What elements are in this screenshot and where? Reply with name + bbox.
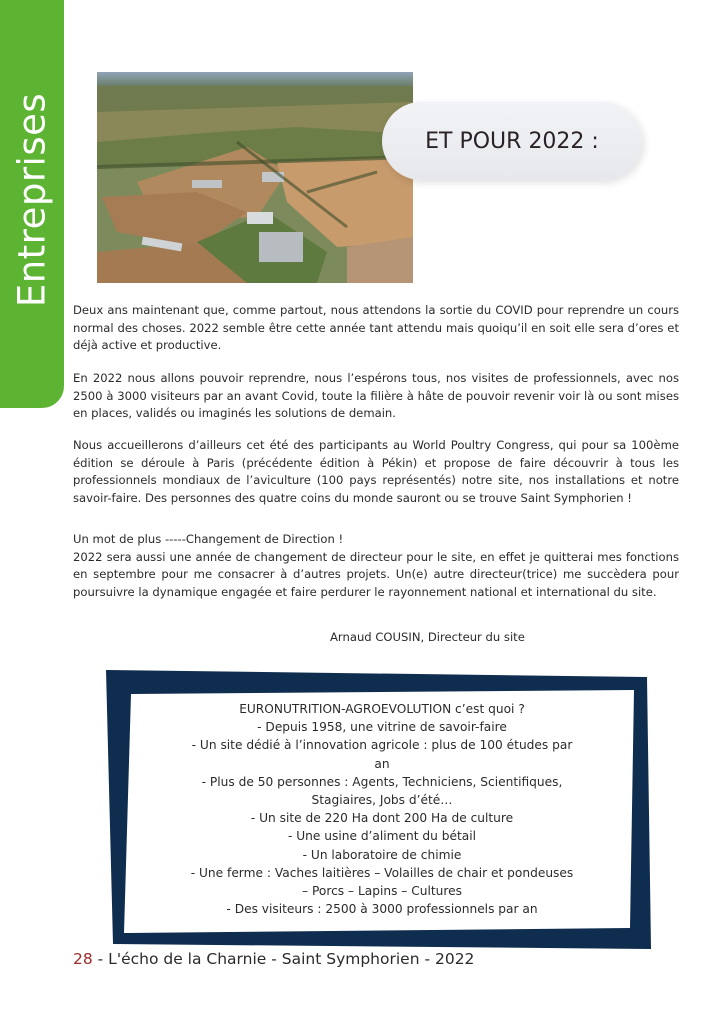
infobox-line: - Une usine d’aliment du bétail xyxy=(287,829,477,844)
footer-text: - L'écho de la Charnie - Saint Symphorien - 2022 xyxy=(92,950,475,968)
infobox-line: - Plus de 50 personnes : Agents, Techniciens, Scientifiques, xyxy=(201,774,563,789)
paragraph-text: En 2022 nous allons pouvoir reprendre, nous l’espérons tous, nos visites de professionnels, avec nos 2500 à 3000 visiteurs par an avant Covid, toute la filière à hâte de pouvoir revenir voir là ou sont mises en places, validés ou imaginés les solutions de demain. xyxy=(73,371,679,421)
infobox-line: - Des visiteurs : 2500 à 3000 professionnels par an xyxy=(226,902,538,917)
infobox-line: - Une ferme : Vaches laitières – Volailles de chair et pondeuses xyxy=(190,865,574,880)
direction-heading: Un mot de plus -----Changement de Direction ! xyxy=(73,532,344,546)
section-title: Entreprises xyxy=(10,92,54,308)
infobox-line: - Un site de 220 Ha dont 200 Ha de culture xyxy=(250,811,514,826)
infobox-title: EURONUTRITION-AGROEVOLUTION c’est quoi ? xyxy=(239,702,525,716)
paragraph-text: Nous accueillerons d’ailleurs cet été des participants au World Poultry Congress, qui pour sa 100ème édition se déroule à Paris (précédente édition à Pékin) et propose de faire découvrir à tous les professionnels mondiaux de l’aviculture (100 pays représentés) notre site, nos installations et notre savoir-faire. Des personnes des quatre coins du monde sauront ou se trouve Saint Symphorien ! xyxy=(73,438,679,505)
infobox-line: – Porcs – Lapins – Cultures xyxy=(302,884,462,899)
signature: Arnaud COUSIN, Directeur du site xyxy=(330,630,525,644)
infobox-line: - Un site dédié à l’innovation agricole : plus de 100 études par xyxy=(191,738,573,753)
page-footer xyxy=(73,950,474,968)
infobox-line: an xyxy=(374,756,390,771)
infobox-text xyxy=(148,700,616,918)
infobox-line: Stagiaires, Jobs d’été… xyxy=(311,793,453,808)
infobox-line: - Depuis 1958, une vitrine de savoir-faire xyxy=(257,720,507,735)
infobox-line: - Un laboratoire de chimie xyxy=(302,847,462,862)
page-number: 28 xyxy=(73,950,93,968)
direction-text: 2022 sera aussi une année de changement de directeur pour le site, en effet je quitterai mes fonctions en septembre pour me consacrer à d’autres projets. Un(e) autre directeur(trice) me succèdera pour poursuivre la dynamique engagée et faire perdurer le rayonnement national et international du site. xyxy=(73,549,679,599)
section-heading: ET POUR 2022 : xyxy=(425,128,599,154)
paragraph-text: Deux ans maintenant que, comme partout, nous attendons la sortie du COVID pour reprendre un cours normal des choses. 2022 semble être cette année tant attendu mais quoiqu’il en soit elle sera d’ores et déjà active et productive. xyxy=(73,303,679,353)
